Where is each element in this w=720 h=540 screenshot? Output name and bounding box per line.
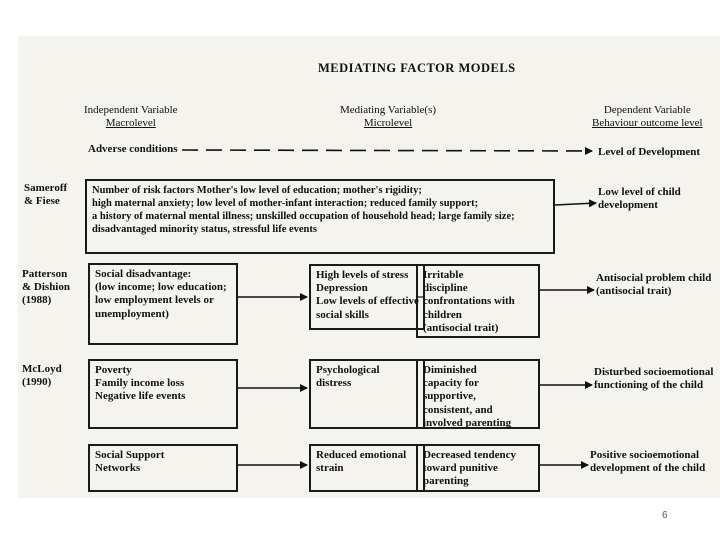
page-number: 6: [662, 510, 668, 521]
author-patterson-dishion: Patterson & Dishion (1988): [22, 268, 70, 307]
social-support-box: Social Support Networks: [88, 444, 238, 492]
header-independent: Independent Variable Macrolevel: [84, 104, 178, 129]
social-disadvantage-box: Social disadvantage: (low income; low education; low employment levels or unemployment): [88, 263, 238, 345]
stress-depression-box: High levels of stress Depression Low levels of effective social skills: [309, 264, 425, 330]
outcome-low-development: Low level of child development: [598, 186, 681, 212]
reduced-strain-box: Reduced emotional strain: [309, 444, 425, 492]
diagram-title: MEDIATING FACTOR MODELS: [318, 61, 516, 75]
header-mediating: Mediating Variable(s) Microlevel: [340, 104, 437, 129]
psychological-distress-box: Psychological distress: [309, 359, 425, 429]
adverse-conditions-label: Adverse conditions: [88, 143, 178, 155]
decreased-punitive-box: Decreased tendency toward punitive parenting: [416, 444, 540, 492]
author-mcloyd: McLoyd (1990): [22, 363, 62, 389]
outcome-disturbed-functioning: Disturbed socioemotional functioning of the child: [594, 366, 714, 392]
level-of-development-label: Level of Development: [598, 146, 701, 158]
author-sameroff-fiese: Sameroff & Fiese: [24, 182, 68, 208]
irritable-discipline-box: Irritable discipline confrontations with children (antisocial trait): [416, 264, 540, 338]
header-dependent: Dependent Variable Behaviour outcome level: [592, 104, 703, 129]
poverty-box: Poverty Family income loss Negative life events: [88, 359, 238, 429]
outcome-antisocial-child: Antisocial problem child (antisocial trait): [596, 272, 712, 298]
risk-factors-box: Number of risk factors Mother's low level of education; mother's rigidity; high maternal anxiety; low level of mother-infant interaction; reduced family support; a history of maternal mental illness; unskilled occupation of household head; large family size; disadvantaged minority status, stressful life events: [85, 179, 555, 254]
diminished-capacity-box: Diminished capacity for supportive, consistent, and involved parenting: [416, 359, 540, 429]
outcome-positive-development: Positive socioemotional development of the child: [590, 449, 706, 475]
